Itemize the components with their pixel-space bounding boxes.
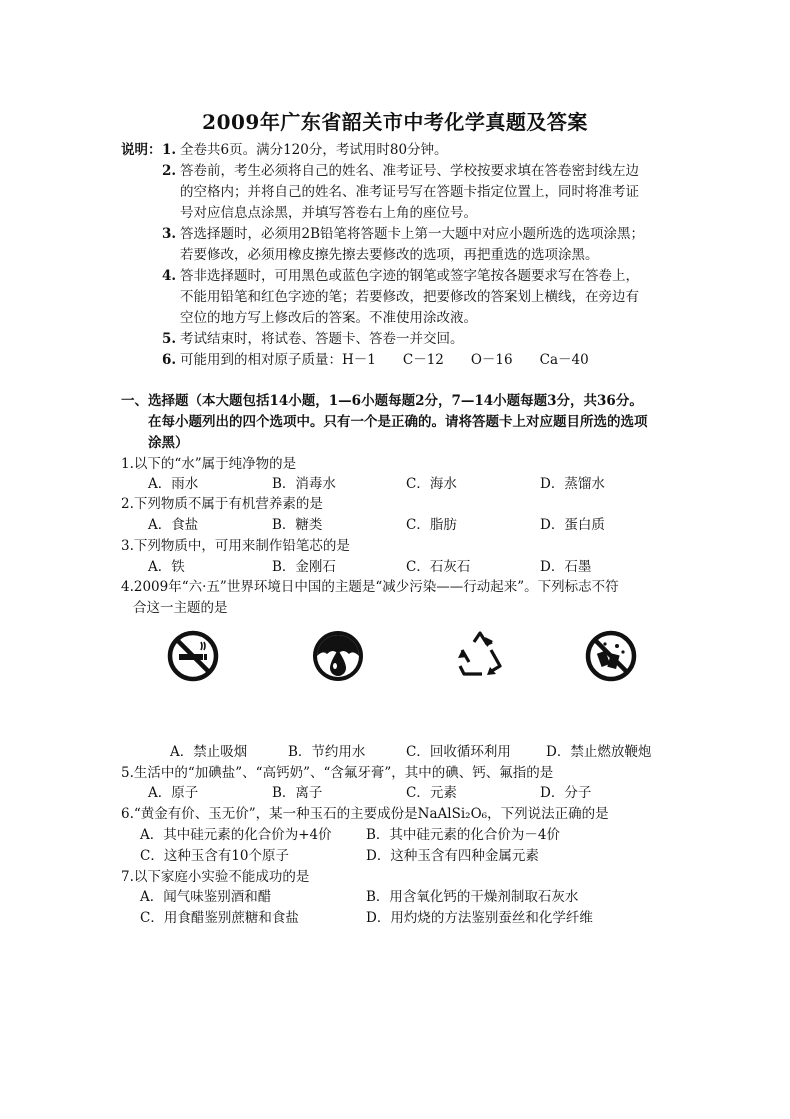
instruction-num: 1. — [162, 142, 177, 158]
option-d: D．这种玉含有四种金属元素 — [366, 848, 539, 864]
option-b: B．用含氧化钙的干燥剂制取石灰水 — [366, 889, 579, 905]
option-a: A．雨水 — [148, 476, 199, 492]
option-d: D．蒸馏水 — [540, 476, 605, 492]
no-smoking-icon — [165, 628, 221, 684]
option-c: C．这种玉含有10个原子 — [140, 848, 290, 864]
option-c: C．海水 — [406, 476, 457, 492]
instruction-text: 答选择题时，必须用2B铅笔将答题卡上第一大题中对应小题所选的选项涂黑； — [180, 226, 645, 242]
instructions-label: 说明： — [121, 142, 162, 158]
option-c: C．用食醋鉴别蔗糖和食盐 — [140, 910, 299, 926]
instruction-num: 4. — [162, 268, 177, 284]
option-d: D．分子 — [540, 785, 592, 801]
instruction-text: 空位的地方写上修改后的答案。不准使用涂改液。 — [180, 310, 477, 326]
instruction-text: 全卷共6页。满分120分，考试用时80分钟。 — [180, 142, 448, 158]
instruction-num: 6. — [162, 352, 177, 368]
option-a: A．原子 — [148, 785, 199, 801]
question-stem: 合这一主题的是 — [133, 600, 228, 616]
option-b: B．节约用水 — [288, 744, 366, 760]
question-stem: 4.2009年“六·五”世界环境日中国的主题是“减少污染——行动起来”。下列标志不符 — [121, 579, 619, 595]
water-saving-icon — [310, 628, 366, 684]
instruction-text: 号对应信息点涂黑，并填写答卷右上角的座位号。 — [180, 205, 477, 221]
option-b: B．离子 — [272, 785, 323, 801]
option-d: D．蛋白质 — [540, 517, 605, 533]
option-d: D．禁止燃放鞭炮 — [546, 744, 652, 760]
question-stem: 6.“黄金有价、玉无价”，某一种玉石的主要成份是NaAlSi₂O₆，下列说法正确的是 — [121, 806, 609, 822]
option-c: C．回收循环利用 — [406, 744, 511, 760]
instruction-text: 可能用到的相对原子质量：H－1 C－12 O－16 Ca－40 — [180, 352, 589, 368]
no-firecracker-icon — [583, 628, 639, 684]
option-d: D．石墨 — [540, 559, 592, 575]
question-stem: 1.以下的“水”属于纯净物的是 — [121, 456, 297, 472]
instruction-text: 的空格内；并将自己的姓名、准考证号写在答题卡指定位置上，同时将准考证 — [180, 184, 639, 200]
section-heading: 一、选择题（本大题包括14小题，1—6小题每题2分，7—14小题每题3分，共36分。 — [121, 393, 643, 409]
option-d: D．用灼烧的方法鉴别蚕丝和化学纤维 — [366, 910, 593, 926]
option-b: B．糖类 — [272, 517, 323, 533]
question-stem: 5.生活中的“加碘盐”、“高钙奶”、“含氟牙膏”，其中的碘、钙、氟指的是 — [121, 765, 554, 781]
option-a: A．禁止吸烟 — [170, 744, 248, 760]
option-b: B．其中硅元素的化合价为－4价 — [366, 827, 561, 843]
instruction-num: 5. — [162, 331, 177, 347]
instruction-text: 答卷前，考生必须将自己的姓名、准考证号、学校按要求填在答卷密封线左边 — [180, 163, 639, 179]
question-stem: 7.以下家庭小实验不能成功的是 — [121, 869, 310, 885]
question-stem: 2.下列物质不属于有机营养素的是 — [121, 496, 323, 512]
section-heading: 在每小题列出的四个选项中。只有一个是正确的。请将答题卡上对应题目所选的选项 — [148, 414, 648, 430]
instruction-text: 考试结束时，将试卷、答题卡、答卷一并交回。 — [180, 331, 464, 347]
question-stem: 3.下列物质中，可用来制作铅笔芯的是 — [121, 538, 350, 554]
instruction-num: 2. — [162, 163, 177, 179]
option-a: A．铁 — [148, 559, 185, 575]
option-a: A．闻气味鉴别酒和醋 — [140, 889, 272, 905]
option-c: C．石灰石 — [406, 559, 471, 575]
option-b: B．消毒水 — [272, 476, 336, 492]
option-a: A．食盐 — [148, 517, 199, 533]
page-title: 2009年广东省韶关市中考化学真题及答案 — [202, 110, 588, 134]
option-c: C．元素 — [406, 785, 457, 801]
option-c: C．脂肪 — [406, 517, 457, 533]
instruction-text: 不能用铅笔和红色字迹的笔；若要修改，把要修改的答案划上横线，在旁边有 — [180, 289, 639, 305]
instruction-text: 答非选择题时，可用黑色或蓝色字迹的钢笔或签字笔按各题要求写在答卷上， — [180, 268, 639, 284]
recycle-icon — [452, 628, 508, 684]
option-a: A．其中硅元素的化合价为+4价 — [140, 827, 332, 843]
instruction-text: 若要修改，必须用橡皮擦先擦去要修改的选项，再把重选的选项涂黑。 — [180, 247, 599, 263]
section-heading: 涂黑） — [148, 435, 189, 451]
option-b: B．金刚石 — [272, 559, 336, 575]
instruction-num: 3. — [162, 226, 177, 242]
